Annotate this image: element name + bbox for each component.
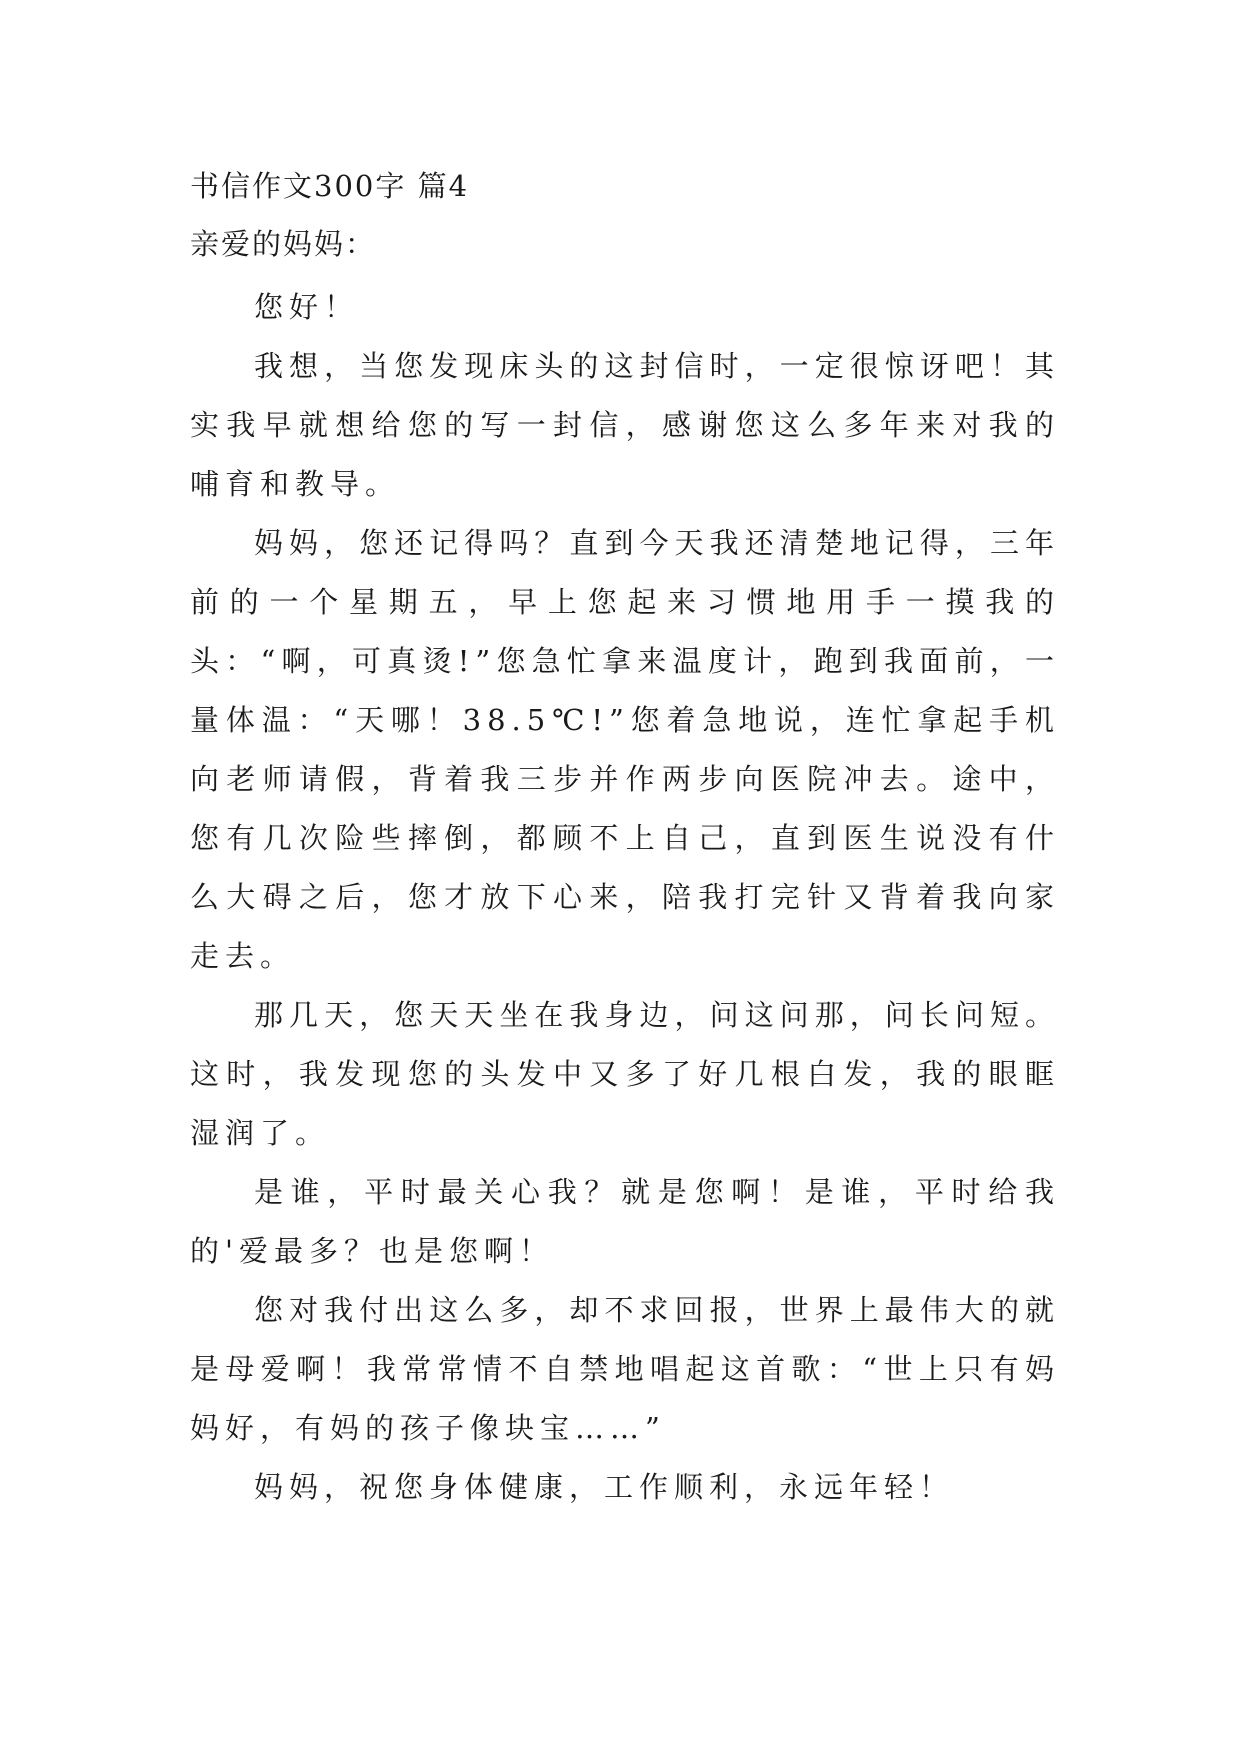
document-title: 书信作文300字 篇4 [190,169,470,203]
letter-body [190,278,1060,1517]
paragraph: 那几天，您天天坐在我身边，问这问那，问长问短。这时，我发现您的头发中又多了好几根白发，我的眼眶湿润了。 [190,998,1060,1150]
letter-salutation: 亲爱的妈妈： [190,227,377,261]
paragraph: 是谁，平时最关心我？就是您啊！是谁，平时给我的'爱最多？也是您啊！ [190,1175,1060,1268]
paragraph: 妈妈，您还记得吗？直到今天我还清楚地记得，三年前的一个星期五，早上您起来习惯地用手一摸我的头：“啊，可真烫!”您急忙拿来温度计，跑到我面前，一量体温：“天哪！38.5℃!”您着急地说，连忙拿起手机向老师请假，背着我三步并作两步向医院冲去。途中，您有几次险些摔倒，都顾不上自己，直到医生说没有什么大碍之后，您才放下心来，陪我打完针又背着我向家走去。 [190,526,1060,973]
paragraph: 妈妈，祝您身体健康，工作顺利，永远年轻！ [254,1470,955,1504]
paragraph: 您好！ [254,290,360,324]
paragraph: 您对我付出这么多，却不求回报，世界上最伟大的就是母爱啊！我常常情不自禁地唱起这首歌：“世上只有妈妈好，有妈的孩子像块宝……” [190,1293,1060,1445]
paragraph: 我想，当您发现床头的这封信时，一定很惊讶吧！其实我早就想给您的写一封信，感谢您这么多年来对我的哺育和教导。 [190,349,1060,501]
